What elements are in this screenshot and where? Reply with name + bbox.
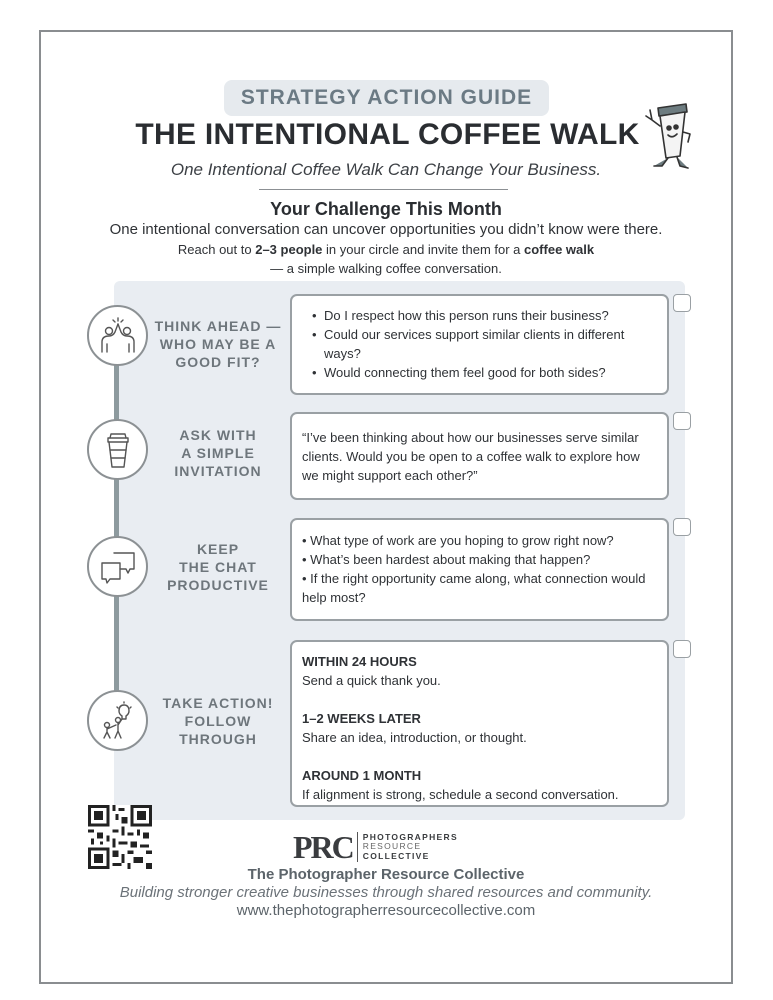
step-3-label: KEEP THE CHAT PRODUCTIVE: [167, 541, 269, 593]
divider: [259, 189, 508, 190]
logo-mark: PRC: [293, 832, 358, 862]
chat-bubbles-icon: [87, 536, 148, 597]
timeline-what: Share an idea, introduction, or thought.: [302, 730, 527, 745]
logo-wordmark: PHOTOGRAPHERS RESOURCE COLLECTIVE: [362, 831, 458, 861]
list-item: • Do I respect how this person runs their business?: [302, 306, 657, 325]
org-tagline: Building stronger creative businesses through shared resources and community.: [119, 884, 653, 901]
timeline-connector: [114, 340, 119, 700]
list-item: • If the right opportunity came along, what connection would help most?: [302, 569, 657, 607]
step-4-card: [290, 640, 669, 807]
step-2-label: ASK WITH A SIMPLE INVITATION: [174, 427, 262, 479]
step-4-label: TAKE ACTION! FOLLOW THROUGH: [162, 695, 274, 747]
page-title: THE INTENTIONAL COFFEE WALK: [135, 118, 640, 151]
step-3-card: [290, 518, 669, 621]
challenge-heading: Your Challenge This Month: [270, 199, 502, 219]
website-link[interactable]: www.thephotographerresourcecollective.com: [236, 902, 536, 919]
list-item: • Could our services support similar clients in different ways?: [302, 325, 657, 363]
timeline-when: 1–2 WEEKS LATER: [302, 711, 421, 726]
step-1-label: THINK AHEAD — WHO MAY BE A GOOD FIT?: [154, 318, 282, 370]
timeline-what: If alignment is strong, schedule a second conversation.: [302, 787, 619, 802]
step-1-checkbox[interactable]: [673, 294, 691, 312]
step-4-checkbox[interactable]: [673, 640, 691, 658]
guide-kicker: STRATEGY ACTION GUIDE: [224, 80, 549, 116]
challenge-lead: One intentional conversation can uncover opportunities you didn’t know were there.: [109, 221, 663, 238]
step-2-card: [290, 412, 669, 500]
step-3-checkbox[interactable]: [673, 518, 691, 536]
coffee-cup-icon: [87, 419, 148, 480]
list-item: • What’s been hardest about making that happen?: [302, 550, 657, 569]
challenge-detail: Reach out to 2–3 people in your circle and invite them for a coffee walk — a simple walking coffee conversation.: [177, 242, 595, 276]
org-name: The Photographer Resource Collective: [247, 866, 525, 883]
step-1-card: [290, 294, 669, 395]
timeline-when: WITHIN 24 HOURS: [302, 654, 417, 669]
invitation-quote: “I’ve been thinking about how our businesses serve similar clients. Would you be open to a coffee walk to explore how we might support each other?”: [302, 430, 640, 483]
timeline-when: AROUND 1 MONTH: [302, 768, 422, 783]
list-item: • Would connecting them feel good for both sides?: [302, 363, 657, 382]
timeline-what: Send a quick thank you.: [302, 673, 441, 688]
list-item: • What type of work are you hoping to grow right now?: [302, 531, 657, 550]
prc-logo: [293, 829, 458, 865]
page-subtitle: One Intentional Coffee Walk Can Change Your Business.: [170, 160, 602, 179]
lightbulb-teamwork-icon: [87, 690, 148, 751]
qr-code-icon[interactable]: [88, 805, 152, 869]
high-five-icon: [87, 305, 148, 366]
step-2-checkbox[interactable]: [673, 412, 691, 430]
